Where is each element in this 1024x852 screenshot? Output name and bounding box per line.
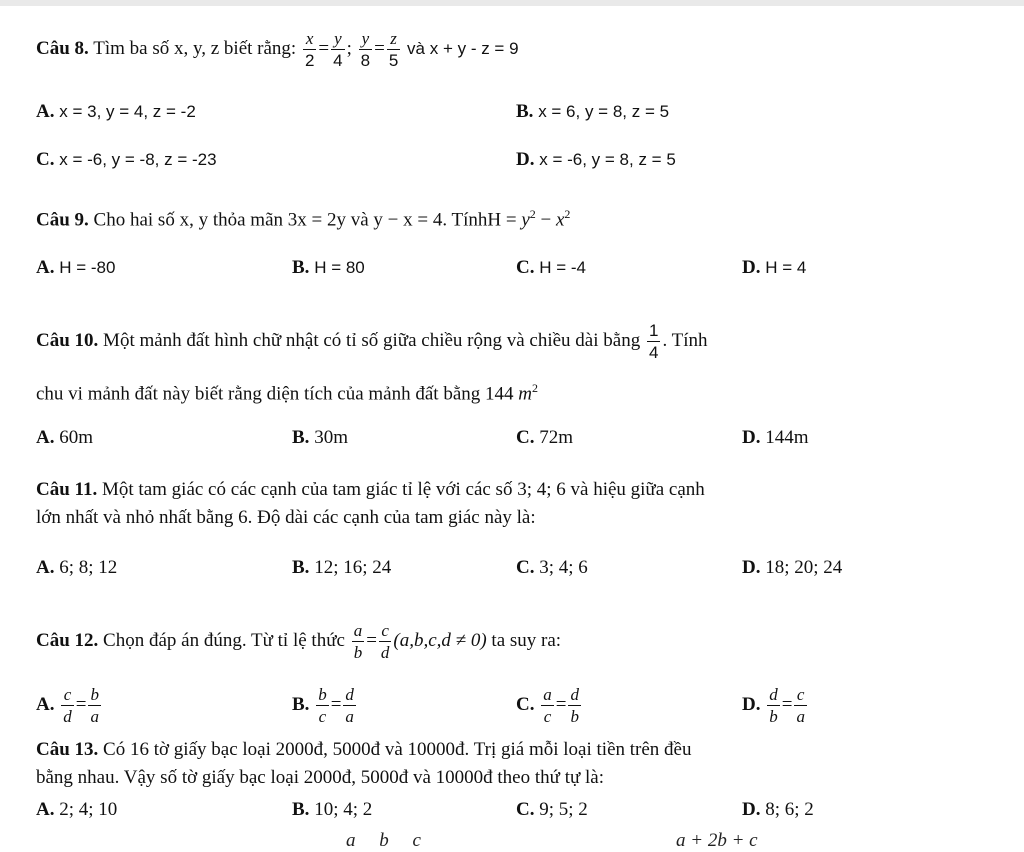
question-10-text-2: chu vi mảnh đất này biết rằng diện tích của mảnh đất bằng 144 (36, 383, 514, 405)
q10-option-c[interactable]: C. 72m (516, 427, 574, 448)
q13-option-d[interactable]: D. 8; 6; 2 (742, 799, 814, 820)
question-10-label: Câu 10. (36, 329, 99, 351)
question-11 (36, 478, 705, 502)
q13-option-c[interactable]: C. 9; 5; 2 (516, 799, 588, 820)
q12-option-a[interactable]: A. $\frac{c}{d}$ = $\frac{b}{a}$ (36, 685, 99, 726)
question-11-line-2 (36, 506, 536, 530)
q8-option-d[interactable]: D. x = -6, y = 8, z = 5 (516, 149, 676, 170)
question-11-text-1: Một tam giác có các cạnh của tam giác tỉ lệ với các số 3; 4; 6 và hiệu giữa cạnh (102, 479, 705, 500)
question-10: Câu 10. Một mảnh đất hình chữ nhật có tỉ số giữa chiều rộng và chiều dài bằng $\frac{1}{4}$ . Tính (36, 321, 708, 362)
question-9-label: Câu 9. (36, 209, 89, 231)
q8-option-a[interactable]: A. x = 3, y = 4, z = -2 (36, 101, 196, 122)
question-11-text-2: lớn nhất và nhỏ nhất bằng 6. Độ dài các cạnh của tam giác này là: (36, 507, 536, 528)
q8-option-b[interactable]: B. x = 6, y = 8, z = 5 (516, 101, 670, 122)
question-11-label: Câu 11. (36, 479, 98, 500)
question-9-text: Cho hai số x, y thỏa mãn 3x = 2y và y − x = 4. TínhH = (93, 209, 517, 231)
q11-option-b[interactable]: B. 12; 16; 24 (292, 557, 392, 578)
q12-option-d[interactable]: D. $\frac{d}{b}$ = $\frac{c}{a}$ (742, 685, 805, 726)
q10-option-d[interactable]: D. 144m (742, 427, 809, 448)
question-13-line-2 (36, 766, 604, 790)
question-10-line-2: chu vi mảnh đất này biết rằng diện tích của mảnh đất bằng 144 $m^2$ (36, 381, 538, 405)
question-12: Câu 12. Chọn đáp án đúng. Từ tỉ lệ thức $\frac{a}{b}$ = $\frac{c}{d}$ (a,b,c,d ≠ 0) ta suy ra: (36, 621, 562, 662)
question-12-text: Chọn đáp án đúng. Từ tỉ lệ thức (103, 629, 345, 651)
question-13 (36, 738, 691, 762)
question-13-label: Câu 13. (36, 739, 99, 760)
q8-option-c[interactable]: C. x = -6, y = -8, z = -23 (36, 149, 217, 170)
q11-option-d[interactable]: D. 18; 20; 24 (742, 557, 843, 578)
question-8: Câu 8. Tìm ba số x, y, z biết rằng: $\frac{x}{2}$ = $\frac{y}{4}$ ; $\frac{y}{8}$ = $\frac{z}{5}$ và x + y - z = 9 (36, 29, 519, 70)
q9-option-a[interactable]: A. H = -80 (36, 257, 116, 278)
q10-option-b[interactable]: B. 30m (292, 427, 348, 448)
fraction-1-4: $\frac{1}{4}$ (648, 321, 659, 362)
cutoff-fragment-right: a + 2b + c (676, 830, 758, 851)
question-8-label: Câu 8. (36, 37, 89, 59)
fraction-c-d: $\frac{c}{d}$ (380, 621, 390, 662)
q13-option-a[interactable]: A. 2; 4; 10 (36, 799, 118, 820)
question-8-text: Tìm ba số x, y, z biết rằng: (93, 37, 297, 59)
q10-option-a[interactable]: A. 60m (36, 427, 94, 448)
q9-option-c[interactable]: C. H = -4 (516, 257, 587, 278)
q9-option-d[interactable]: D. H = 4 (742, 257, 807, 278)
q11-option-c[interactable]: C. 3; 4; 6 (516, 557, 588, 578)
fraction-x-2: $\frac{x}{2}$ (304, 29, 315, 70)
question-10-text-1: Một mảnh đất hình chữ nhật có tỉ số giữa chiều rộng và chiều dài bằng (103, 329, 641, 351)
fraction-y-4: $\frac{y}{4}$ (333, 29, 343, 70)
q9-option-b[interactable]: B. H = 80 (292, 257, 365, 278)
q11-option-a[interactable]: A. 6; 8; 12 (36, 557, 118, 578)
fraction-z-5: $\frac{z}{5}$ (388, 29, 399, 70)
question-12-label: Câu 12. (36, 629, 99, 651)
question-13-text-1: Có 16 tờ giấy bạc loại 2000đ, 5000đ và 10000đ. Trị giá mỗi loại tiền trên đều (103, 739, 692, 760)
question-9: Câu 9. Cho hai số x, y thỏa mãn 3x = 2y và y − x = 4. TínhH = $y^2 - x^2$ (36, 207, 571, 231)
q13-option-b[interactable]: B. 10; 4; 2 (292, 799, 373, 820)
cutoff-fragment-left: a b c (346, 830, 421, 851)
fraction-y-8: $\frac{y}{8}$ (360, 29, 371, 70)
question-8-tail: và x + y - z = 9 (407, 38, 519, 58)
q12-option-c[interactable]: C. $\frac{a}{c}$ = $\frac{d}{b}$ (516, 685, 579, 726)
q12-option-b[interactable]: B. $\frac{b}{c}$ = $\frac{d}{a}$ (292, 685, 354, 726)
fraction-a-b: $\frac{a}{b}$ (353, 621, 363, 662)
question-13-text-2: bằng nhau. Vậy số tờ giấy bạc loại 2000đ, 5000đ và 10000đ theo thứ tự là: (36, 767, 605, 788)
top-border (0, 0, 1024, 6)
